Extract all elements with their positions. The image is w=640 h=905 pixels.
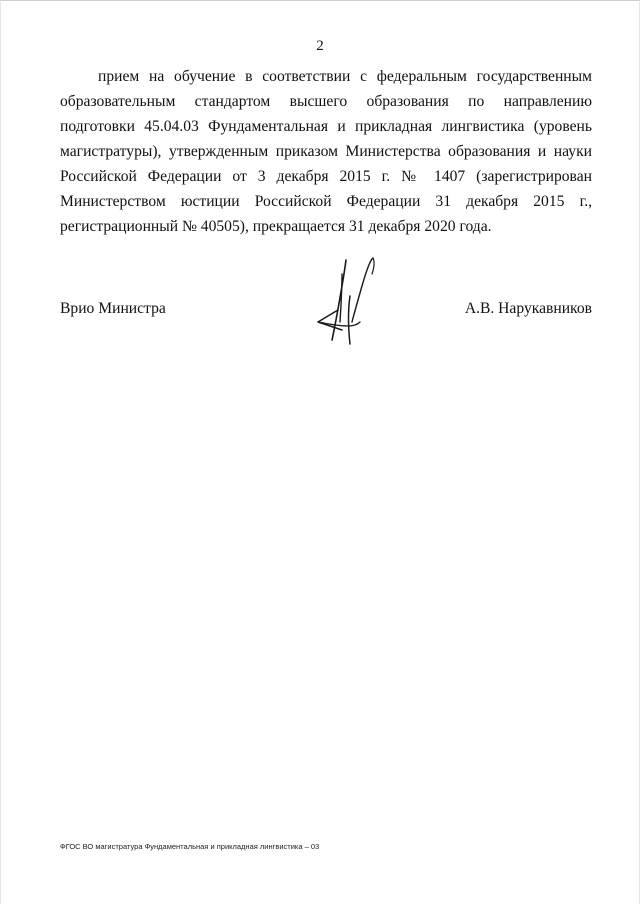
handwritten-signature <box>312 256 382 350</box>
document-footer: ФГОС ВО магистратура Фундаментальная и прикладная лингвистика – 03 <box>60 842 320 851</box>
page-number: 2 <box>316 38 324 54</box>
signatory-name: А.В. Нарукавников <box>464 300 592 317</box>
main-paragraph: прием на обучение в соответствии с федеральным государственным образовательным стандартом высшего образования по направлению подготовки 45.04.03 Фундаментальная и прикладная лингвистика (уровень магистратуры), утвержденным приказом Министерства образования и науки Российской Федерации от 3 декабря 2015 г. № 1407 (зарегистрирован Министерством юстиции Российской Федерации 31 декабря 2015 г., регистрационный № 40505), прекращается 31 декабря 2020 года. <box>60 68 592 235</box>
signatory-title: Врио Министра <box>60 300 166 317</box>
